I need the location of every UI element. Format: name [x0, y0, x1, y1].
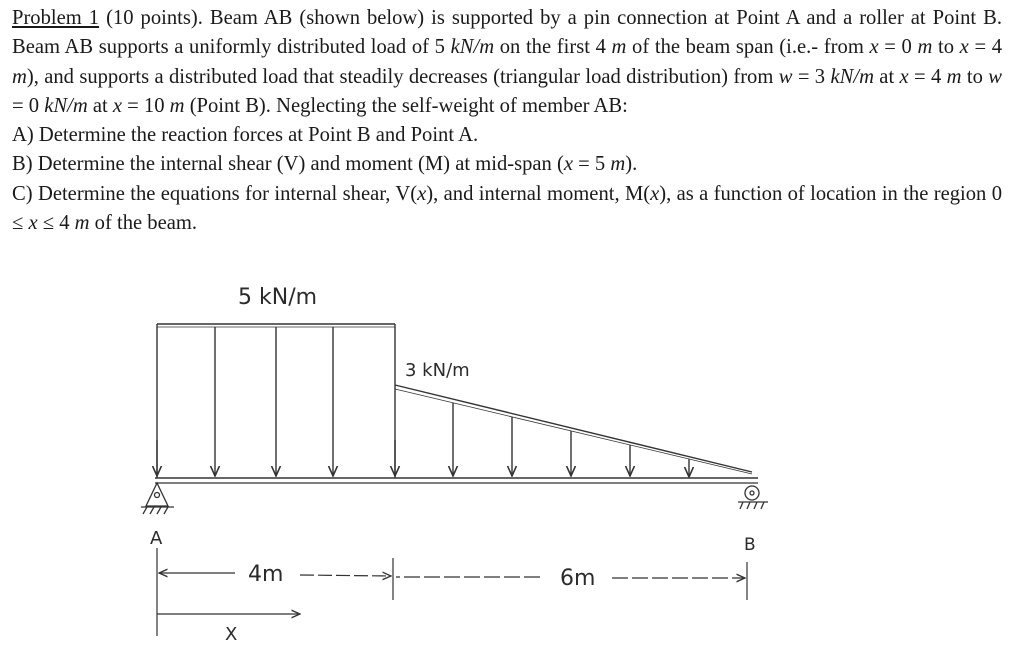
- ground-hatch: [164, 507, 168, 514]
- roller-support-b: [738, 486, 768, 509]
- var-text: x: [28, 212, 38, 235]
- ground-hatch: [150, 507, 154, 514]
- unit-text: kN/m: [830, 65, 874, 88]
- support-b-label: B: [744, 535, 756, 555]
- var-text: x: [563, 153, 573, 176]
- intro-text: = 10: [122, 94, 170, 117]
- unit-text: m: [917, 36, 933, 59]
- unit-text: m: [74, 212, 90, 235]
- x-label: X: [225, 624, 238, 645]
- ground-hatch: [143, 507, 147, 514]
- unit-text: kN/m: [44, 94, 88, 117]
- beam: [155, 478, 758, 483]
- var-text: x: [650, 182, 660, 205]
- udl-label: 5 kN/m: [238, 285, 318, 310]
- var-text: w: [988, 65, 1003, 88]
- unit-text: m: [12, 65, 27, 88]
- ground-hatch: [747, 502, 750, 509]
- part-b-text: = 5: [573, 153, 611, 176]
- dim-line-4m-right: [300, 575, 391, 576]
- roller-circle: [745, 486, 759, 500]
- points-text: (10 points).: [106, 7, 203, 29]
- intro-text: = 0: [12, 94, 45, 117]
- pin-circle: [155, 493, 160, 498]
- part-a: A) Determine the reaction forces at Point B and Point A.: [12, 124, 479, 147]
- ground-hatch: [157, 507, 161, 514]
- intro-text: = 0: [878, 36, 918, 59]
- unit-text: m: [610, 153, 626, 176]
- intro-text: at: [87, 94, 113, 117]
- tri-label: 3 kN/m: [405, 360, 470, 381]
- var-text: w: [778, 65, 793, 88]
- intro-text: ), and supports a distributed load that steadily decreases (triangular load distribution) from: [26, 65, 779, 88]
- part-b-text: ).: [625, 153, 638, 176]
- triangular-load: [395, 385, 752, 477]
- intro-text: = 4: [968, 36, 1002, 59]
- part-c-text: C) Determine the equations for internal shear, V(: [12, 182, 418, 205]
- problem-heading: Problem 1: [12, 7, 100, 29]
- dim-6m-label: 6m: [560, 566, 596, 591]
- tri-top-line: [395, 385, 752, 472]
- ground-hatch: [761, 502, 764, 509]
- dimensions: [157, 548, 747, 636]
- intro-text: = 4: [908, 65, 947, 88]
- var-text: x: [869, 36, 879, 59]
- part-c-text: ), as a function of location in the region 0 ≤: [12, 182, 1002, 235]
- var-text: x: [112, 94, 123, 117]
- unit-text: m: [169, 94, 185, 117]
- pin-support-a: [141, 483, 174, 514]
- unit-text: m: [946, 65, 962, 88]
- roller-pin: [750, 491, 754, 495]
- var-text: x: [899, 65, 909, 88]
- ground-hatch: [754, 502, 757, 509]
- var-text: x: [417, 182, 427, 205]
- tri-top-line: [395, 389, 752, 474]
- unit-text: m: [611, 36, 627, 59]
- support-a-label: A: [150, 528, 163, 549]
- intro-text: on the first 4: [494, 36, 612, 59]
- pin-triangle: [146, 483, 168, 506]
- unit-text: kN/m: [450, 36, 495, 59]
- intro-text: Beam AB (shown below) is supported by a pin connection at Point A and a roller at Point B. Beam AB supports a uniformly distributed load of 5: [12, 7, 1002, 59]
- udl-load: [157, 324, 395, 478]
- part-b-text: B) Determine the internal shear (V) and moment (M) at mid-span (: [12, 153, 564, 176]
- intro-text: = 3: [792, 65, 831, 88]
- intro-text: to: [932, 36, 960, 59]
- part-c-text: of the beam.: [89, 212, 198, 235]
- part-c-text: ≤ 4: [37, 212, 75, 235]
- var-text: x: [959, 36, 969, 59]
- dim-4m-label: 4m: [248, 562, 284, 587]
- intro-text: of the beam span (i.e.- from: [626, 36, 870, 59]
- part-c-text: ), and internal moment, M(: [426, 182, 651, 205]
- intro-text: to: [961, 65, 989, 88]
- intro-text: at: [873, 65, 900, 88]
- intro-text: (Point B). Neglecting the self-weight of member AB:: [184, 94, 628, 117]
- ground-hatch: [740, 502, 743, 509]
